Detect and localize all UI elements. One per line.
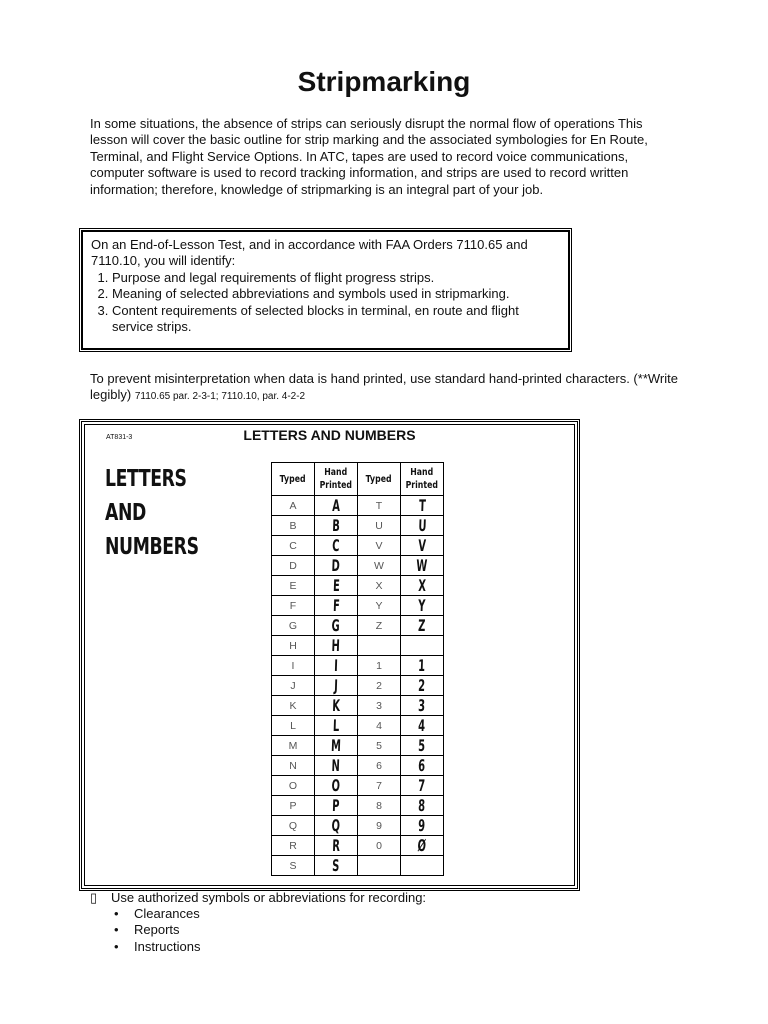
hand-printed-cell: G xyxy=(315,616,358,636)
table-row xyxy=(272,736,444,756)
hand-printed-cell: H xyxy=(315,636,358,656)
typed-cell: J xyxy=(272,676,315,696)
hand-printed-cell: 5 xyxy=(401,736,444,756)
typed-cell: 7 xyxy=(358,776,401,796)
hand-printed-cell: J xyxy=(315,676,358,696)
header-typed: Typed xyxy=(358,463,401,496)
typed-cell: 3 xyxy=(358,696,401,716)
typed-cell: 9 xyxy=(358,816,401,836)
table-row xyxy=(272,776,444,796)
list-item: • Reports xyxy=(114,922,200,938)
table-row xyxy=(272,576,444,596)
typed-cell: S xyxy=(272,856,315,876)
recording-list xyxy=(114,906,200,955)
table-row xyxy=(272,536,444,556)
figure-label-line: AND xyxy=(105,500,146,526)
hand-printed-cell: N xyxy=(315,756,358,776)
order-references: 7110.65 par. 2-3-1; 7110.10, par. 4-2-2 xyxy=(134,391,306,402)
table-row xyxy=(272,636,444,656)
typed-cell: T xyxy=(358,496,401,516)
recording-text: Use authorized symbols or abbreviations for recording: xyxy=(111,890,427,905)
figure-label-line: LETTERS xyxy=(105,466,187,492)
table-row xyxy=(272,816,444,836)
typed-cell: M xyxy=(272,736,315,756)
typed-cell: X xyxy=(358,576,401,596)
objectives-lead: On an End-of-Lesson Test, and in accordance with FAA Orders 7110.65 and 7110.10, you will identify: xyxy=(91,237,528,269)
typed-cell: B xyxy=(272,516,315,536)
table-row xyxy=(272,716,444,736)
hand-printed-cell: C xyxy=(315,536,358,556)
typed-cell: 2 xyxy=(358,676,401,696)
hand-printed-cell: W xyxy=(401,556,444,576)
letters-numbers-table xyxy=(271,462,444,876)
table-row xyxy=(272,616,444,636)
hand-printed-cell: 1 xyxy=(401,656,444,676)
header-typed: Typed xyxy=(272,463,315,496)
objective-item: 3. Content requirements of selected blocks in terminal, en route and flight service strips. xyxy=(112,303,560,336)
hand-printed-cell: 3 xyxy=(401,696,444,716)
table-row xyxy=(272,596,444,616)
typed-cell: G xyxy=(272,616,315,636)
hand-printed-cell: B xyxy=(315,516,358,536)
list-item: • Instructions xyxy=(114,939,200,955)
hand-printed-cell: F xyxy=(315,596,358,616)
typed-cell: I xyxy=(272,656,315,676)
recording-instruction xyxy=(90,890,426,906)
hand-printed-cell: Ø xyxy=(401,836,444,856)
hand-printed-cell xyxy=(401,856,444,876)
hand-printed-cell: K xyxy=(315,696,358,716)
typed-cell: Q xyxy=(272,816,315,836)
typed-cell: F xyxy=(272,596,315,616)
hand-printed-cell: 8 xyxy=(401,796,444,816)
typed-cell: Z xyxy=(358,616,401,636)
typed-cell: 0 xyxy=(358,836,401,856)
hand-printed-cell: 4 xyxy=(401,716,444,736)
hand-printed-cell: S xyxy=(315,856,358,876)
typed-cell: C xyxy=(272,536,315,556)
typed-cell: D xyxy=(272,556,315,576)
hand-printed-cell: I xyxy=(315,656,358,676)
figure-code: AT831-3 xyxy=(106,434,133,441)
prevent-paragraph xyxy=(90,371,690,405)
hand-printed-cell: 6 xyxy=(401,756,444,776)
page-title: Stripmarking xyxy=(297,66,471,97)
figure-caption: LETTERS AND NUMBERS xyxy=(243,427,416,443)
intro-paragraph: In some situations, the absence of strips can seriously disrupt the normal flow of operations This lesson will cover the basic outline for strip marking and the associated symbologies for En Route, Terminal, and Flight Service Options. In ATC, tapes are used to record voice communications, computer software is used to record tracking information, and strips are used to record written information; therefore, knowledge of stripmarking is an integral part of your job. xyxy=(90,116,648,197)
list-item: • Clearances xyxy=(114,906,200,922)
typed-cell: W xyxy=(358,556,401,576)
hand-printed-cell: Y xyxy=(401,596,444,616)
hand-printed-cell: Q xyxy=(315,816,358,836)
hand-printed-cell: 9 xyxy=(401,816,444,836)
typed-cell: 6 xyxy=(358,756,401,776)
typed-cell: 8 xyxy=(358,796,401,816)
table-row xyxy=(272,516,444,536)
hand-printed-cell: 2 xyxy=(401,676,444,696)
typed-cell: L xyxy=(272,716,315,736)
typed-cell: H xyxy=(272,636,315,656)
hand-printed-cell: P xyxy=(315,796,358,816)
hand-printed-cell: T xyxy=(401,496,444,516)
objective-item: 1. Purpose and legal requirements of flight progress strips. xyxy=(112,270,560,286)
typed-cell: U xyxy=(358,516,401,536)
hand-printed-cell: O xyxy=(315,776,358,796)
table-row xyxy=(272,856,444,876)
typed-cell: E xyxy=(272,576,315,596)
typed-cell: R xyxy=(272,836,315,856)
typed-cell xyxy=(358,856,401,876)
table-row xyxy=(272,496,444,516)
prevent-text: To prevent misinterpretation when data is hand printed, use standard hand-printed characters. (**Write legibly) xyxy=(90,371,678,402)
typed-cell: K xyxy=(272,696,315,716)
header-hand-printed: Hand Printed xyxy=(401,463,444,496)
objectives-box xyxy=(79,228,572,352)
objective-item: 2. Meaning of selected abbreviations and symbols used in stripmarking. xyxy=(112,286,560,302)
typed-cell: 4 xyxy=(358,716,401,736)
typed-cell: A xyxy=(272,496,315,516)
table-header-row xyxy=(272,463,444,496)
typed-cell xyxy=(358,636,401,656)
table-row xyxy=(272,696,444,716)
table-row xyxy=(272,656,444,676)
figure-label-line: NUMBERS xyxy=(105,534,199,560)
hand-printed-cell: E xyxy=(315,576,358,596)
hand-printed-cell: M xyxy=(315,736,358,756)
typed-cell: 1 xyxy=(358,656,401,676)
bullet-marker: ▯ xyxy=(90,890,98,905)
hand-printed-cell: L xyxy=(315,716,358,736)
hand-printed-cell: X xyxy=(401,576,444,596)
table-row xyxy=(272,756,444,776)
hand-printed-cell: A xyxy=(315,496,358,516)
hand-printed-cell: V xyxy=(401,536,444,556)
hand-printed-cell xyxy=(401,636,444,656)
hand-printed-cell: D xyxy=(315,556,358,576)
typed-cell: Y xyxy=(358,596,401,616)
hand-printed-cell: R xyxy=(315,836,358,856)
typed-cell: O xyxy=(272,776,315,796)
table-row xyxy=(272,556,444,576)
typed-cell: V xyxy=(358,536,401,556)
hand-printed-cell: 7 xyxy=(401,776,444,796)
typed-cell: N xyxy=(272,756,315,776)
table-row xyxy=(272,676,444,696)
typed-cell: P xyxy=(272,796,315,816)
objectives-list xyxy=(91,270,560,336)
table-row xyxy=(272,836,444,856)
table-row xyxy=(272,796,444,816)
typed-cell: 5 xyxy=(358,736,401,756)
hand-printed-cell: U xyxy=(401,516,444,536)
header-hand-printed: Hand Printed xyxy=(315,463,358,496)
hand-printed-cell: Z xyxy=(401,616,444,636)
